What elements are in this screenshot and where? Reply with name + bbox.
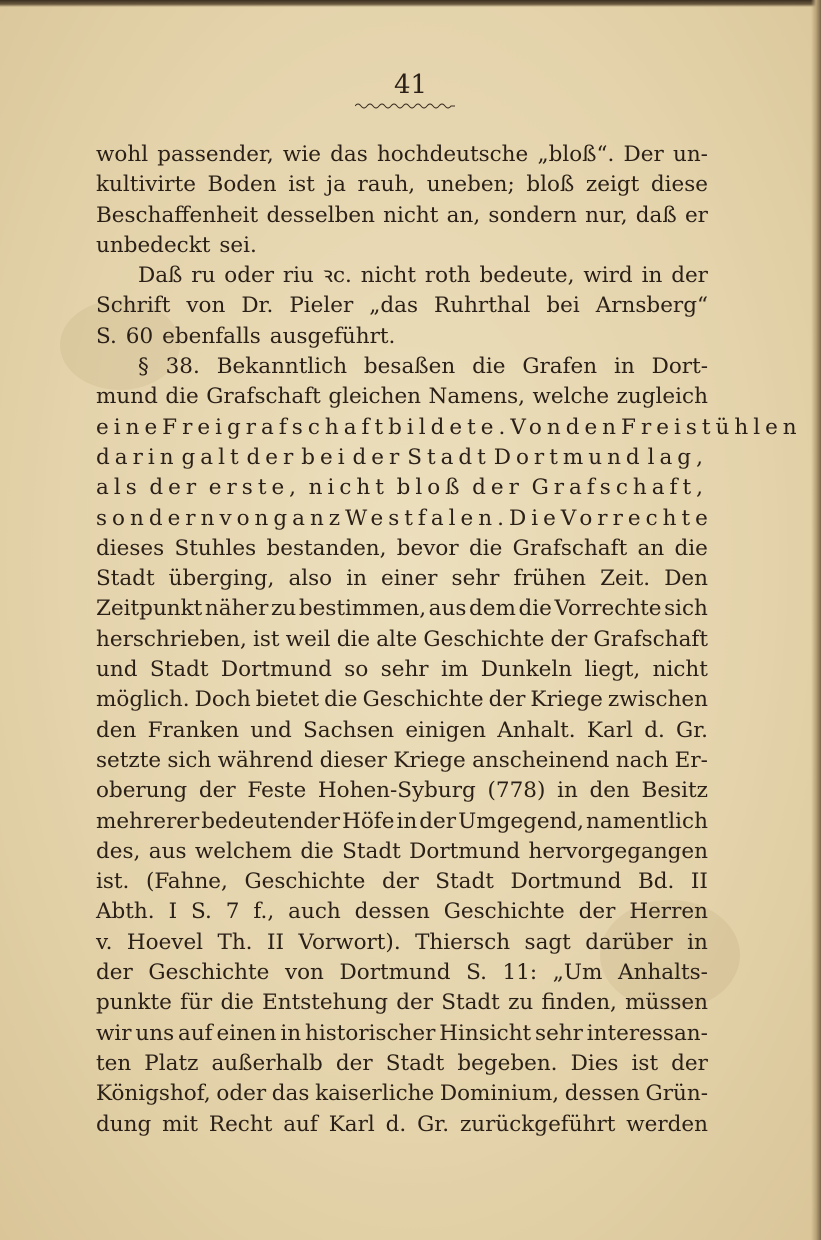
- word: Stadt: [441, 990, 500, 1016]
- word: begeben.: [457, 1050, 558, 1076]
- word: bloß: [526, 172, 575, 198]
- word: sich: [664, 596, 708, 622]
- word: Stadt: [407, 444, 491, 470]
- word: Dortmund: [339, 960, 451, 986]
- text-line: [96, 504, 713, 534]
- word: der: [578, 899, 616, 925]
- word: unbedeckt: [96, 232, 211, 258]
- text-line: [96, 352, 708, 382]
- word: sehr: [451, 566, 500, 592]
- word: der: [352, 444, 405, 470]
- word: oberung: [96, 778, 188, 804]
- word: passender,: [157, 142, 274, 167]
- word: mehrerer: [96, 808, 200, 834]
- word: „bloß“.: [537, 142, 615, 167]
- word: (778): [487, 778, 546, 804]
- word: dessen: [354, 899, 430, 925]
- word: ausgeführt.: [269, 323, 396, 349]
- word: wir: [96, 1020, 132, 1046]
- word: einen: [216, 1020, 277, 1046]
- text-line: [96, 201, 708, 231]
- word: der: [488, 687, 526, 713]
- word: welchem: [194, 838, 292, 864]
- text-line: [96, 473, 708, 503]
- word: in: [346, 566, 367, 592]
- word: darin: [96, 444, 179, 470]
- word: außerhalb: [211, 1050, 323, 1076]
- word: Zeitpunkt: [96, 596, 203, 622]
- word: der: [198, 778, 236, 804]
- word: Dies: [570, 1050, 619, 1076]
- word: roth: [424, 263, 471, 289]
- word: Grafschaft: [593, 626, 708, 652]
- word: der: [96, 960, 133, 986]
- word: Stadt: [96, 566, 155, 592]
- word: dieses: [96, 535, 165, 561]
- word: bei: [301, 444, 350, 470]
- word: ꝛc.: [322, 263, 352, 289]
- word: setzte: [96, 747, 162, 773]
- word: punkte: [96, 990, 172, 1016]
- word: uns: [135, 1020, 175, 1046]
- word: sagt: [524, 929, 571, 955]
- word: der: [419, 808, 457, 834]
- word: darüber: [585, 929, 673, 955]
- word: in: [687, 929, 708, 955]
- word: werden: [626, 1111, 708, 1137]
- word: Geschichte: [443, 899, 565, 925]
- text-line: [96, 867, 708, 897]
- word: gleichen: [328, 384, 422, 410]
- word: hochdeutsche: [376, 142, 529, 167]
- word: zeigt: [585, 172, 640, 198]
- word: zu: [271, 596, 297, 622]
- word: der: [671, 263, 708, 289]
- word: zu: [508, 990, 534, 1016]
- word: bedeute,: [479, 263, 575, 289]
- word: Stuhles: [174, 535, 257, 561]
- word: Vorwort).: [298, 929, 401, 955]
- word: Die: [508, 505, 561, 531]
- word: uneben;: [426, 172, 515, 198]
- word: S.: [96, 323, 117, 349]
- word: er: [684, 202, 708, 228]
- word: frühen: [513, 566, 587, 592]
- word: der: [149, 475, 202, 501]
- word: Hohen-Syburg: [317, 778, 476, 804]
- word: Arnsberg“: [595, 293, 708, 319]
- word: Schrift: [96, 293, 171, 319]
- word: dem: [468, 596, 516, 622]
- word: ganz: [273, 505, 346, 531]
- word: der: [671, 1050, 708, 1076]
- word: in: [641, 263, 663, 289]
- word: das: [330, 142, 368, 167]
- word: näher: [204, 596, 269, 622]
- word: von: [186, 293, 226, 319]
- word: den: [589, 778, 630, 804]
- word: Von: [510, 414, 566, 440]
- word: eine: [96, 414, 163, 440]
- word: S.: [191, 899, 212, 925]
- text-line: [96, 807, 708, 837]
- word: Königshof,: [96, 1081, 211, 1107]
- word: daß: [635, 202, 677, 228]
- word: aus: [428, 596, 467, 622]
- word: nicht: [383, 202, 439, 228]
- word: von: [284, 960, 324, 986]
- word: Hinsicht: [439, 1020, 532, 1046]
- word: der: [335, 1050, 373, 1076]
- word: besaßen: [363, 354, 456, 380]
- word: II: [266, 929, 284, 955]
- word: Karl: [586, 717, 633, 743]
- word: galt: [181, 444, 244, 470]
- word: dessen: [564, 1081, 640, 1107]
- word: so: [344, 657, 369, 683]
- text-line: [96, 685, 708, 715]
- word: der: [246, 444, 299, 470]
- word: zurückgeführt: [459, 1111, 616, 1137]
- word: ist.: [96, 869, 130, 895]
- word: Besitz: [641, 778, 708, 804]
- text-line: [96, 837, 708, 867]
- word: ist: [288, 172, 315, 198]
- word: Ruhrthal: [434, 293, 531, 319]
- word: diese: [650, 172, 708, 198]
- text-line: [96, 746, 708, 776]
- text-line: [96, 1110, 708, 1140]
- word: Dort-: [651, 354, 708, 380]
- page-number: 41: [393, 70, 428, 100]
- word: Boden: [207, 172, 277, 198]
- page-number-ornament: [355, 102, 455, 110]
- text-line: [96, 413, 802, 443]
- word: wird: [583, 263, 633, 289]
- word: ist: [631, 1050, 659, 1076]
- text-line: [96, 897, 708, 927]
- word: in: [396, 808, 418, 834]
- word: Vorrechte: [560, 505, 713, 531]
- word: weil: [285, 626, 331, 652]
- word: sondern: [488, 202, 577, 228]
- word: erste,: [208, 475, 302, 501]
- word: nicht: [652, 657, 708, 683]
- text-line: [96, 625, 708, 655]
- word: Dortmund: [409, 838, 521, 864]
- word: ru: [191, 263, 216, 289]
- word: Anhalts-: [618, 960, 708, 986]
- word: ebenfalls: [162, 323, 261, 349]
- word: nicht: [360, 263, 416, 289]
- word: des,: [96, 838, 141, 864]
- word: aus: [148, 838, 187, 864]
- word: Th.: [217, 929, 253, 955]
- word: müssen: [625, 990, 708, 1016]
- word: an: [637, 535, 665, 561]
- word: sehr: [380, 657, 429, 683]
- word: riu: [282, 263, 314, 289]
- word: nach: [615, 747, 669, 773]
- word: das: [271, 1081, 310, 1107]
- word: Anhalt.: [497, 717, 576, 743]
- text-line: [96, 291, 708, 321]
- word: Daß: [138, 263, 183, 289]
- word: 60: [125, 323, 154, 349]
- word: die: [472, 354, 506, 380]
- word: wohl: [96, 142, 149, 167]
- word: Dortmund: [220, 657, 332, 683]
- word: sehr: [535, 1020, 583, 1046]
- word: ja: [326, 172, 346, 198]
- text-line: [96, 594, 708, 624]
- text-line: [96, 140, 708, 170]
- word: Höfe: [342, 808, 395, 834]
- word: in: [280, 1020, 302, 1046]
- word: Platz: [144, 1050, 199, 1076]
- word: „das: [369, 293, 419, 319]
- word: überging,: [168, 566, 275, 592]
- word: finden,: [541, 990, 617, 1016]
- word: Entstehung: [262, 990, 388, 1016]
- text-line: [96, 231, 708, 261]
- word: f.,: [253, 899, 275, 925]
- word: Hoevel: [126, 929, 204, 955]
- word: dieser: [319, 747, 387, 773]
- word: (Fahne,: [145, 869, 228, 895]
- word: nur,: [585, 202, 628, 228]
- word: ist: [252, 626, 280, 652]
- word: I: [168, 899, 178, 925]
- word: sich: [167, 747, 212, 773]
- word: Dortmund: [493, 444, 645, 470]
- word: namentlich: [586, 808, 708, 834]
- word: interessan-: [586, 1020, 708, 1046]
- word: Bd.: [637, 869, 675, 895]
- word: Doch: [194, 687, 251, 713]
- word: Zeit.: [600, 566, 651, 592]
- word: II: [690, 869, 708, 895]
- word: Bekanntlich: [216, 354, 348, 380]
- word: zwischen: [607, 687, 708, 713]
- word: ten: [96, 1050, 132, 1076]
- word: die: [336, 626, 371, 652]
- word: zugleich: [616, 384, 708, 410]
- word: oder: [216, 1081, 267, 1107]
- word: Dunkeln: [480, 657, 573, 683]
- word: Beschaffenheit: [96, 202, 259, 228]
- word: historischer: [304, 1020, 436, 1046]
- word: Stadt: [149, 657, 209, 683]
- word: Thiersch: [415, 929, 511, 955]
- word: mund: [96, 384, 158, 410]
- word: mit: [162, 1111, 199, 1137]
- word: die: [518, 596, 552, 622]
- text-line: [96, 1079, 708, 1109]
- word: kaiserliche: [315, 1081, 435, 1107]
- word: Stadt: [385, 1050, 445, 1076]
- word: bestanden,: [266, 535, 387, 561]
- text-line: [96, 322, 708, 352]
- word: auch: [288, 899, 341, 925]
- word: Geschichte: [423, 626, 545, 652]
- word: in: [614, 354, 635, 380]
- text-line: [96, 716, 708, 746]
- word: „Um: [552, 960, 603, 986]
- word: den: [96, 717, 137, 743]
- text-line: [96, 655, 708, 685]
- word: Er-: [674, 747, 708, 773]
- word: der: [472, 475, 524, 501]
- word: Stadt: [435, 869, 494, 895]
- word: Abth.: [96, 899, 155, 925]
- word: d.: [385, 1111, 407, 1137]
- word: Kriege: [530, 687, 603, 713]
- text-line: [96, 382, 708, 412]
- word: die: [300, 838, 334, 864]
- word: Grafschaft,: [531, 475, 708, 501]
- word: dung: [96, 1111, 152, 1137]
- word: die: [468, 535, 503, 561]
- word: bestimmen,: [298, 596, 427, 622]
- word: d.: [644, 717, 665, 743]
- word: anscheinend: [472, 747, 610, 773]
- word: Dortmund: [510, 869, 622, 895]
- word: bildete.: [388, 414, 511, 440]
- word: die: [165, 384, 199, 410]
- word: als: [96, 475, 142, 501]
- word: der: [550, 626, 588, 652]
- word: herschrieben,: [96, 626, 247, 652]
- word: sondern: [96, 505, 220, 531]
- word: Gr.: [417, 1111, 450, 1137]
- word: die: [220, 990, 254, 1016]
- word: möglich.: [96, 687, 190, 713]
- word: Freigrafschaft: [162, 414, 389, 440]
- word: 7: [225, 899, 240, 925]
- word: Grafschaft: [512, 535, 628, 561]
- word: Umgegend,: [458, 808, 585, 834]
- word: Gr.: [676, 717, 708, 743]
- word: 38.: [165, 354, 200, 380]
- text-line: [96, 170, 708, 200]
- word: hervorgegangen: [528, 838, 708, 864]
- word: im: [441, 657, 469, 683]
- word: Geschichte: [362, 687, 484, 713]
- word: sei.: [219, 232, 257, 258]
- word: auf: [178, 1020, 213, 1046]
- word: Westfalen.: [345, 505, 509, 531]
- page-top-edge: [0, 0, 821, 7]
- word: §: [138, 354, 149, 380]
- word: lag,: [647, 444, 708, 470]
- word: und: [96, 657, 138, 683]
- word: 11:: [502, 960, 538, 986]
- word: von: [219, 505, 274, 531]
- text-line: [96, 443, 708, 473]
- word: alte: [376, 626, 418, 652]
- word: also: [288, 566, 333, 592]
- text-line: [96, 958, 708, 988]
- word: für: [180, 990, 213, 1016]
- word: Vorrechte: [554, 596, 662, 622]
- text-line: [96, 988, 708, 1018]
- word: und: [250, 717, 292, 743]
- text-line: [96, 564, 708, 594]
- body-text: [96, 140, 802, 1140]
- word: bloß: [396, 475, 465, 501]
- word: Feste: [247, 778, 307, 804]
- page-right-edge: [811, 0, 821, 1240]
- word: einer: [381, 566, 438, 592]
- word: Sachsen: [303, 717, 395, 743]
- word: S.: [466, 960, 487, 986]
- text-line: [96, 261, 708, 291]
- word: einigen: [405, 717, 486, 743]
- text-line: [96, 776, 708, 806]
- word: bevor: [396, 535, 459, 561]
- word: die: [674, 535, 708, 561]
- word: nicht: [308, 475, 389, 501]
- text-line: [96, 1049, 708, 1079]
- word: v.: [96, 929, 113, 955]
- word: wie: [282, 142, 321, 167]
- word: Stadt: [342, 838, 401, 864]
- word: Geschichte: [148, 960, 270, 986]
- word: während: [217, 747, 314, 773]
- word: Namens,: [428, 384, 525, 410]
- word: Geschichte: [244, 869, 366, 895]
- word: bei: [546, 293, 580, 319]
- word: Dominium,: [439, 1081, 560, 1107]
- word: Den: [664, 566, 708, 592]
- word: Franken: [147, 717, 240, 743]
- word: desselben: [266, 202, 375, 228]
- word: welche: [532, 384, 610, 410]
- word: die: [324, 687, 358, 713]
- text-line: [96, 928, 708, 958]
- word: Der: [623, 142, 664, 167]
- text-line: [96, 534, 708, 564]
- word: Herren: [629, 899, 708, 925]
- word: Karl: [328, 1111, 375, 1137]
- word: kultivirte: [96, 172, 196, 198]
- word: der: [381, 869, 419, 895]
- word: bietet: [255, 687, 320, 713]
- word: Grafschaft: [206, 384, 321, 410]
- text-line: [96, 1019, 708, 1049]
- word: oder: [224, 263, 275, 289]
- word: an,: [446, 202, 481, 228]
- word: auf: [283, 1111, 318, 1137]
- word: Pieler: [289, 293, 354, 319]
- word: bedeutender: [201, 808, 341, 834]
- word: Recht: [208, 1111, 273, 1137]
- word: liegt,: [584, 657, 641, 683]
- word: in: [557, 778, 578, 804]
- word: Freistühlen: [621, 414, 802, 440]
- word: un-: [672, 142, 708, 167]
- word: Grün-: [645, 1081, 708, 1107]
- word: der: [396, 990, 433, 1016]
- word: den: [565, 414, 622, 440]
- word: Dr.: [241, 293, 274, 319]
- word: Grafen: [522, 354, 598, 380]
- word: Kriege: [393, 747, 466, 773]
- word: rauh,: [357, 172, 416, 198]
